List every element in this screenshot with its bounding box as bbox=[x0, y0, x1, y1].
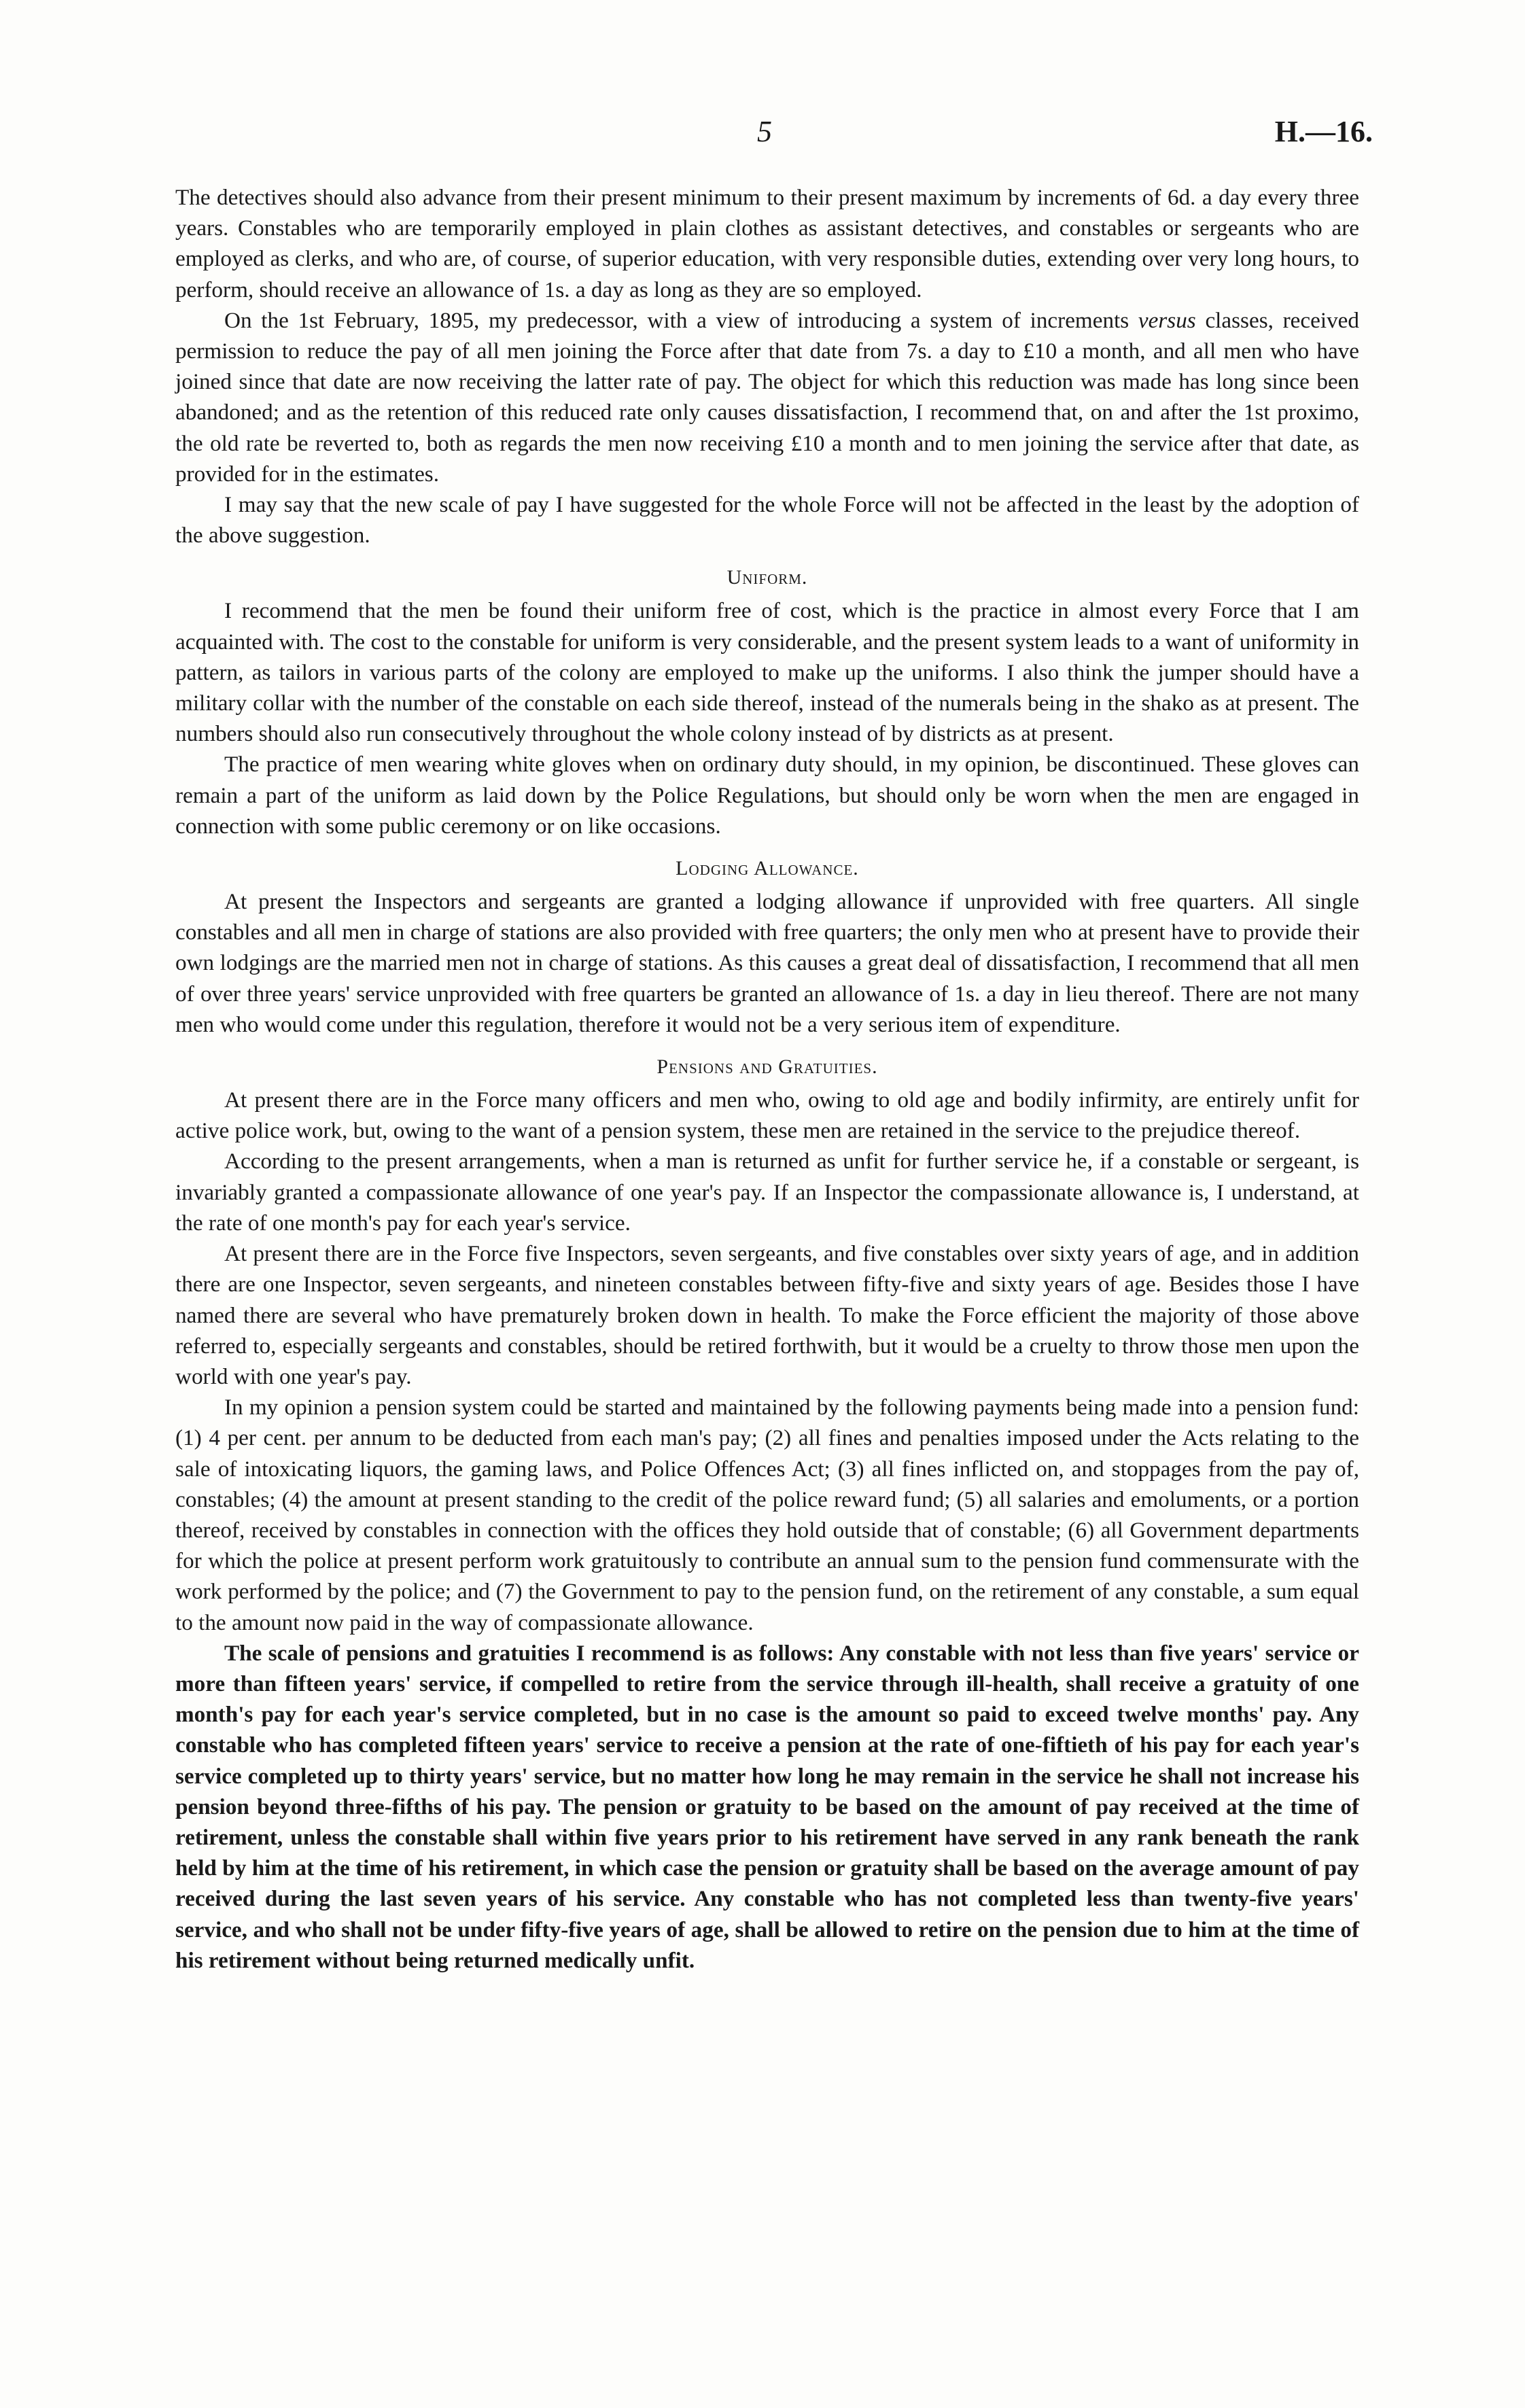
document-body bbox=[175, 182, 1359, 1976]
heading-pensions-gratuities: Pensions and Gratuities. bbox=[656, 1055, 878, 1079]
heading-lodging-allowance: Lodging Allowance. bbox=[676, 857, 859, 880]
paragraph-force-ages: At present there are in the Force five Inspectors, seven sergeants, and five constables over sixty years of age, and in addition there are one Inspector, seven sergeants, and nineteen constables between fifty-five and sixty years of age. Besides those I have named there are several who have prematurely broken down in health. To make the Force efficient the majority of those above referred to, especially sergeants and constables, should be retired forthwith, but it would be a cruelty to throw those men upon the world with one year's pay. bbox=[175, 1241, 1359, 1389]
paragraph-pension-need: At present there are in the Force many officers and men who, owing to old age and bodily infirmity, are entirely unfit for active police work, but, owing to the want of a pension system, these men are retained in the service to the prejudice thereof. bbox=[175, 1087, 1359, 1144]
heading-uniform: Uniform. bbox=[726, 566, 808, 589]
paragraph-present-arrangements: According to the present arrangements, when a man is returned as unfit for further service he, if a constable or sergeant, is invariably granted a compassionate allowance of one year's pay. If an Inspector the compassionate allowance is, I understand, at the rate of one month's pay for each year's service. bbox=[175, 1149, 1359, 1236]
paragraph-increments bbox=[175, 305, 1359, 489]
paragraph-white-gloves: The practice of men wearing white gloves when on ordinary duty should, in my opinion, be discontinued. These gloves can remain a part of the uniform as laid down by the Police Regulations, but should only be worn when the men are engaged in connection with some public ceremony or on like occasions. bbox=[175, 752, 1359, 839]
paragraph-scale-note: I may say that the new scale of pay I have suggested for the whole Force will not be affected in the least by the adoption of the above suggestion. bbox=[175, 492, 1359, 548]
paragraph-lodging: At present the Inspectors and sergeants are granted a lodging allowance if unprovided with free quarters. All single constables and all men in charge of stations are also provided with free quarters; the only men who at present have to provide their own lodgings are the married men not in charge of stations. As this causes a great deal of dissatisfaction, I recommend that all men of over three years' service unprovided with free quarters be granted an allowance of 1s. a day in lieu thereof. There are not many men who would come under this regulation, therefore it would not be a very serious item of expenditure. bbox=[175, 889, 1359, 1037]
page-number: 5 bbox=[757, 115, 772, 148]
document-reference: H.—16. bbox=[1274, 115, 1373, 148]
paragraph-uniform-cost: I recommend that the men be found their uniform free of cost, which is the practice in almost every Force that I am acquainted with. The cost to the constable for uniform is very considerable, and the present system leads to a want of uniformity in pattern, as tailors in various parts of the colony are employed to make up the uniforms. I also think the jumper should have a military collar with the number of the constable on each side thereof, instead of the numerals being in the shako as at present. The numbers should also run consecutively throughout the whole colony instead of by districts as at present. bbox=[175, 598, 1359, 747]
paragraph-increments-start: On the 1st February, 1895, my predecessor, with a view of introducing a system of increments bbox=[224, 307, 1129, 333]
paragraph-pension-scale: The scale of pensions and gratuities I recommend is as follows: Any constable with not less than five years' service or more than fifteen years' service, if compelled to retire from the service through ill-health, shall receive a gratuity of one month's pay for each year's service completed, but in no case is the amount so paid to exceed twelve months' pay. Any constable who has completed fifteen years' service to receive a pension at the rate of one-fiftieth of his pay for each year's service completed up to thirty years' service, but no matter how long he may remain in the service he shall not increase his pension beyond three-fifths of his pay. The pension or gratuity to be based on the amount of pay received at the time of retirement, unless the constable shall within five years prior to his retirement have served in any rank beneath the rank held by him at the time of his retirement, in which case the pension or gratuity shall be based on the average amount of pay received during the last seven years of his service. Any constable who has not completed less than twenty-five years' service, and who shall not be under fifty-five years of age, shall be allowed to retire on the pension due to him at the time of his retirement without being returned medically unfit. bbox=[175, 1640, 1359, 1973]
paragraph-pension-fund: In my opinion a pension system could be started and maintained by the following payments being made into a pension fund: (1) 4 per cent. per annum to be deducted from each man's pay; (2) all fines and penalties imposed under the Acts relating to the sale of intoxicating liquors, the gaming laws, and Police Offences Act; (3) all fines inflicted on, and stoppages from the pay of, constables; (4) the amount at present standing to the credit of the police reward fund; (5) all salaries and emoluments, or a portion thereof, received by constables in connection with the offices they hold outside that of constable; (6) all Government departments for which the police at present perform work gratuitously to contribute an annual sum to the pension fund commensurate with the work performed by the police; and (7) the Government to pay to the pension fund, on the retirement of any constable, a sum equal to the amount now paid in the way of compassionate allowance. bbox=[175, 1395, 1359, 1635]
versus-word: versus bbox=[1138, 307, 1196, 333]
paragraph-increments-rest: classes, received permission to reduce the pay of all men joining the Force after that date from 7s. a day to £10 a month, and all men who have joined since that date are now receiving the latter rate of pay. The object for which this reduction was made has long since been abandoned; and as the retention of this reduced rate only causes dissatisfaction, I recommend that, on and after the 1st proximo, the old rate be reverted to, both as regards the men now receiving £10 a month and to men joining the service after that date, as provided for in the estimates. bbox=[175, 307, 1359, 487]
paragraph-detectives: The detectives should also advance from their present minimum to their present maximum by increments of 6d. a day every three years. Constables who are temporarily employed in plain clothes as assistant detectives, and constables or sergeants who are employed as clerks, and who are, of course, of superior education, with very responsible duties, extending over very long hours, to perform, should receive an allowance of 1s. a day as long as they are so employed. bbox=[175, 185, 1359, 302]
